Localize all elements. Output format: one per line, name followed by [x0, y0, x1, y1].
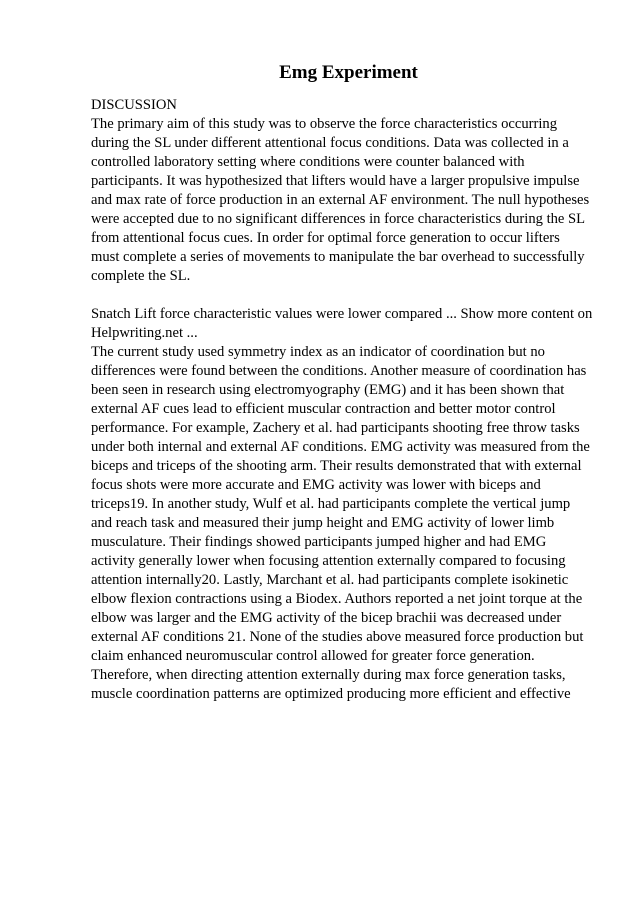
paragraph-spacer [91, 286, 594, 305]
section-heading: DISCUSSION [91, 97, 177, 113]
document-title: Emg Experiment [279, 62, 418, 83]
paragraph-discussion: The primary aim of this study was to observe the force characteristics occurring during the SL under different attentional focus conditions. Data was collected in a controlled laboratory setting where conditions were counter balanced with participants. It was hypothesized that lifters would have a larger propulsive impulse and max rate of force production in an external AF environment. The null hypotheses were accepted due to no significant differences in force characteristics during the SL from attentional focus cues. In order for optimal force generation to occur lifters must complete a series of movements to manipulate the bar overhead to successfully complete the SL. [91, 116, 590, 284]
paragraph-show-more: Snatch Lift force characteristic values were lower compared ... Show more content on Helpwriting.net ... [91, 306, 593, 341]
paragraph-coordination: The current study used symmetry index as an indicator of coordination but no differences were found between the conditions. Another measure of coordination has been seen in research using electromyography (EMG) and it has been shown that external AF cues lead to efficient muscular contraction and better motor control performance. For example, Zachery et al. had participants shooting free throw tasks under both internal and external AF conditions. EMG activity was measured from the biceps and triceps of the shooting arm. Their results demonstrated that with external focus shots were more accurate and EMG activity was lower with biceps and triceps19. In another study, Wulf et al. had participants complete the vertical jump and reach task and measured their jump height and EMG activity of lower limb musculature. Their findings showed participants jumped higher and had EMG activity generally lower when focusing attention externally compared to focusing attention internally20. Lastly, Marchant et al. had participants complete isokinetic elbow flexion contractions using a Biodex. Authors reported a net joint torque at the elbow was larger and the EMG activity of the bicep brachii was decreased under external AF conditions 21. None of the studies above measured force production but claim enhanced neuromuscular control allowed for greater force generation. Therefore, when directing attention externally during max force generation tasks, muscle coordination patterns are optimized producing more efficient and effective [91, 344, 590, 702]
